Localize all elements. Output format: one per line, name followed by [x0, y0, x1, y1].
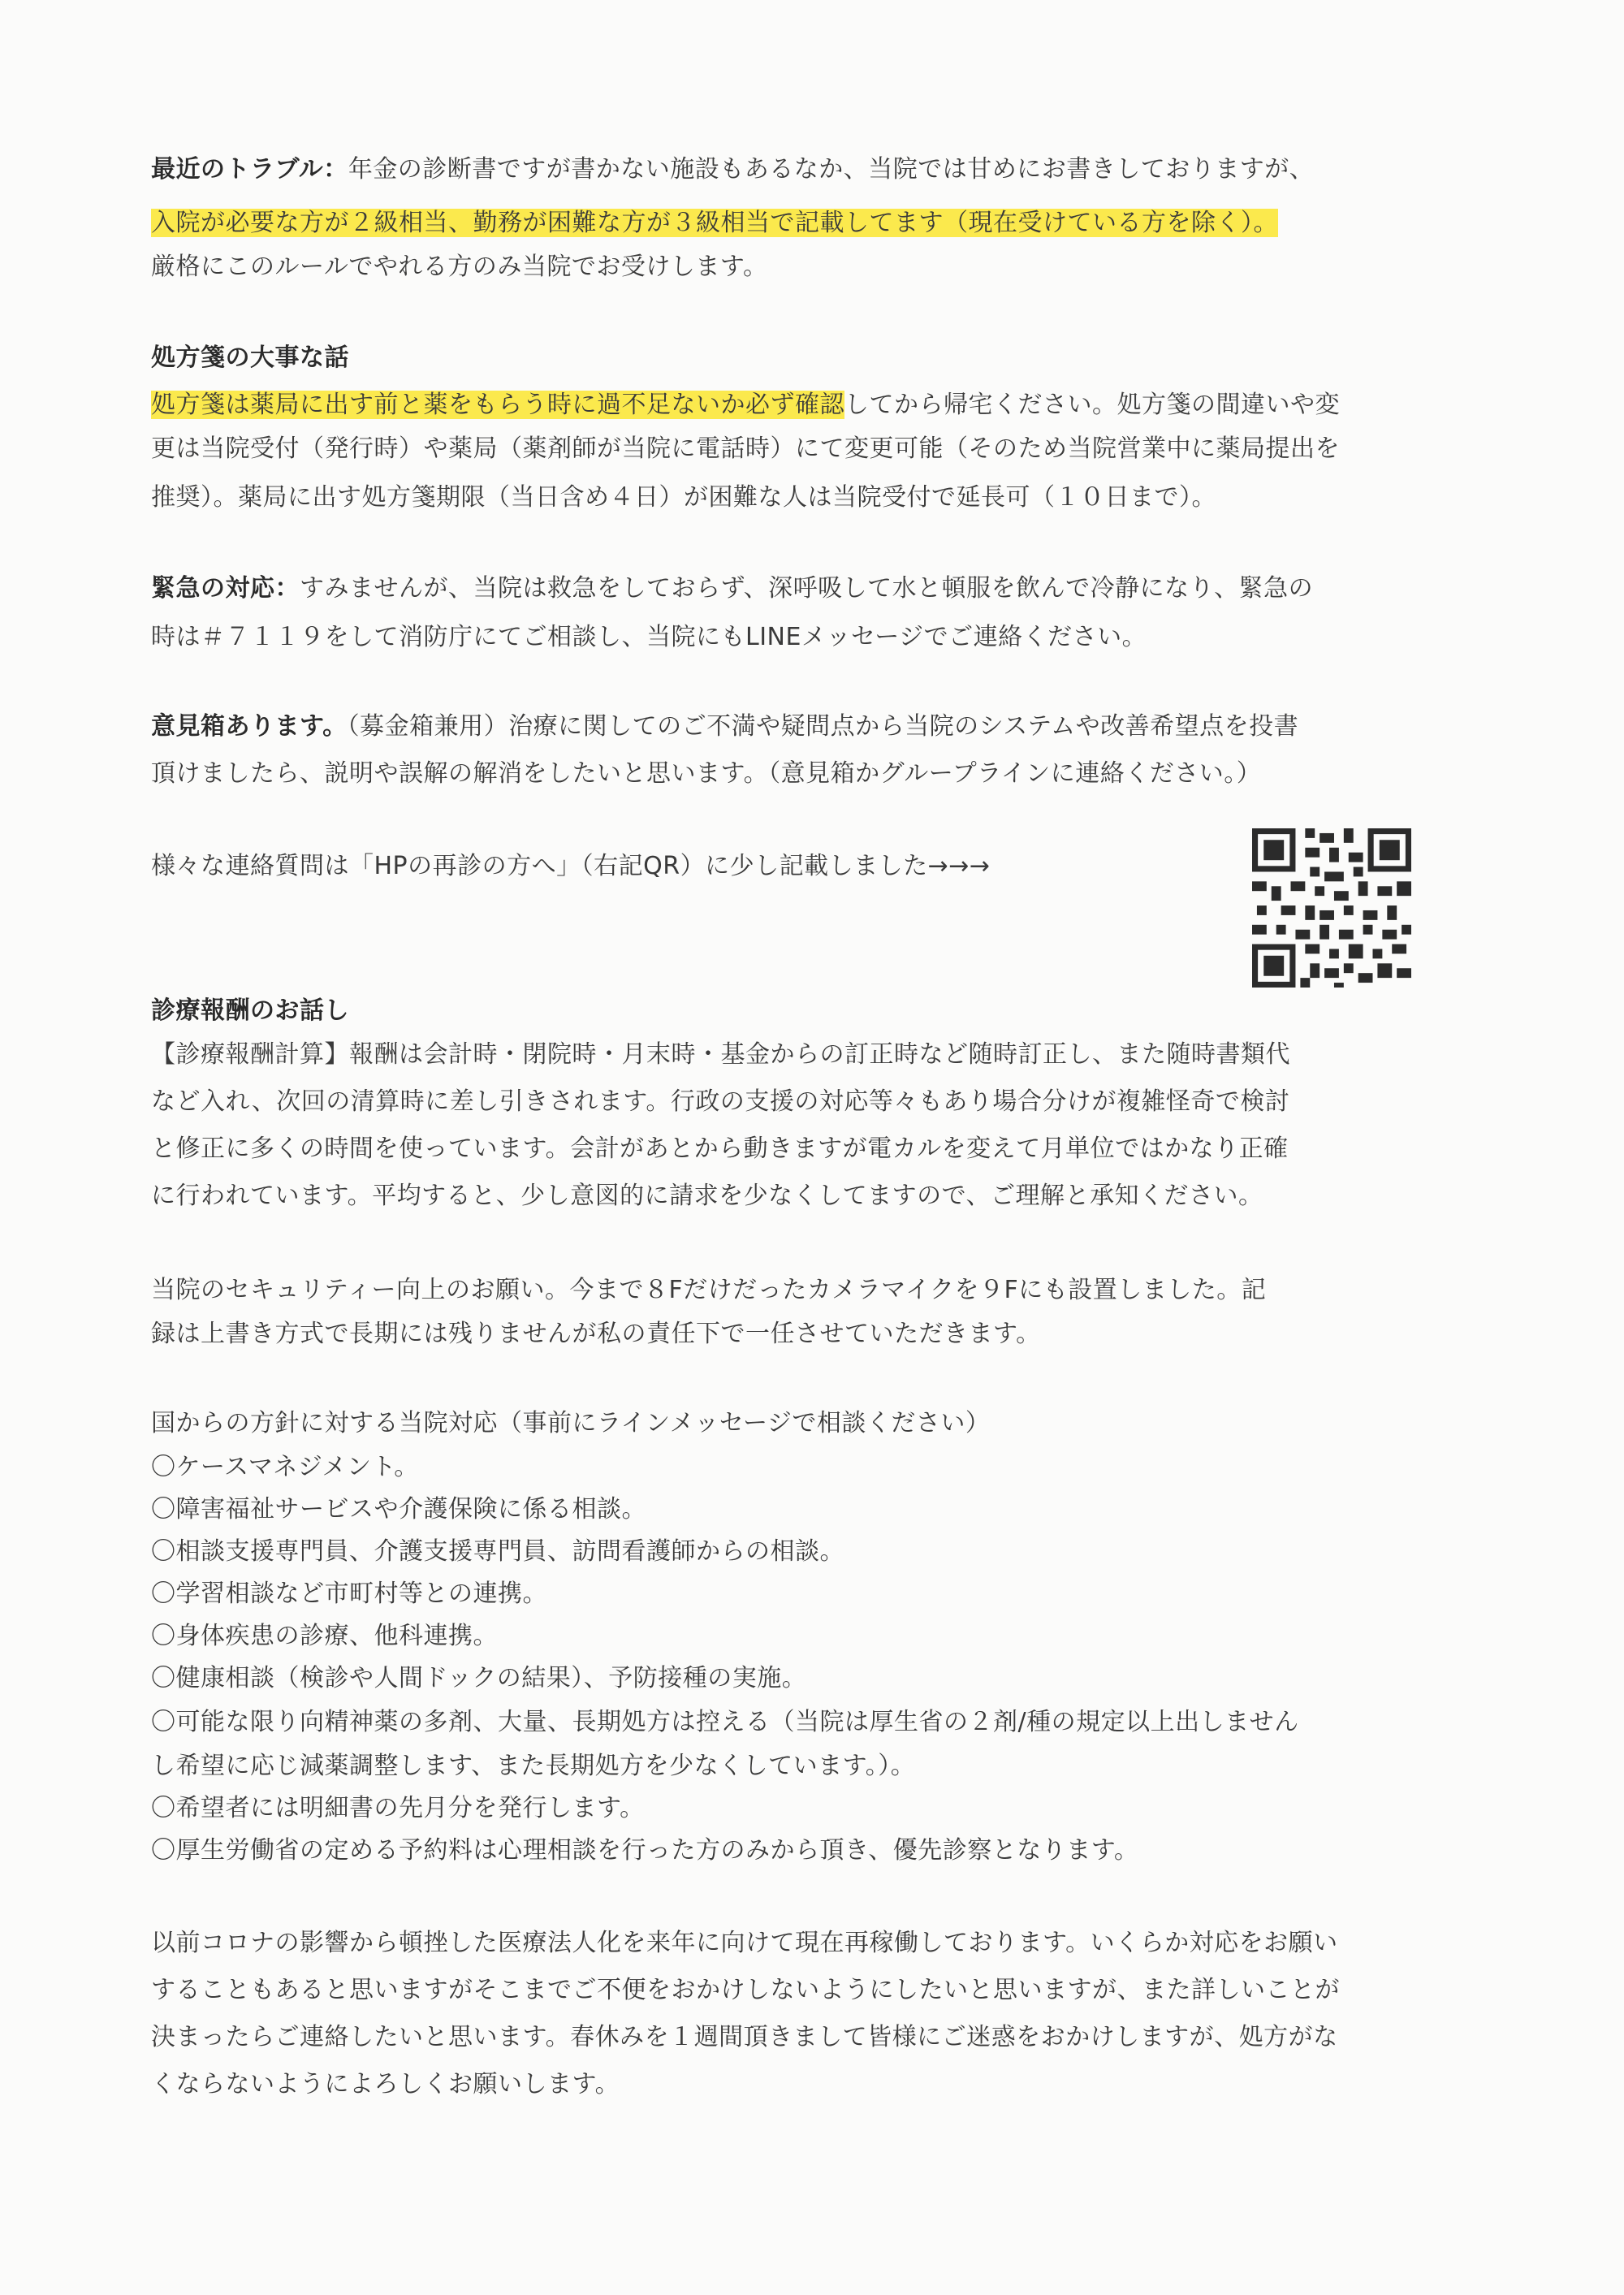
closing-line: 決まったらご連絡したいと思います。春休みを１週間頂きまして皆様にご迷惑をおかけしますが、処方がな [151, 2023, 1338, 2051]
policy-item: 〇可能な限り向精神薬の多剤、大量、長期処方は控える（当院は厚生省の２剤/種の規定以上出しません [151, 1708, 1299, 1736]
billing-line: など入れ、次回の清算時に差し引きされます。行政の支援の対応等々もあり場合分けが複雑怪奇で検討 [151, 1087, 1290, 1116]
prescription-heading: 処方箋の大事な話 [151, 344, 349, 372]
policy-item: 〇ケースマネジメント。 [151, 1453, 419, 1481]
prescription-line-1: 処方箋は薬局に出す前と薬をもらう時に過不足ないか必ず確認してから帰宅ください。処方箋の間違いや変 [151, 391, 1340, 419]
prescription-line-3: 推奨）。薬局に出す処方箋期限（当日含め４日）が困難な人は当院受付で延長可（１０日まで）。 [151, 483, 1216, 512]
trouble-heading: 最近のトラブル： [151, 155, 348, 184]
emergency-heading: 緊急の対応： [151, 574, 300, 603]
policy-item: 〇厚生労働省の定める予約料は心理相談を行った方のみから頂き、優先診察となります。 [151, 1836, 1139, 1865]
qr-code[interactable] [1252, 828, 1411, 988]
billing-heading: 診療報酬のお話し [151, 996, 349, 1025]
opinion-line-2: 頂けましたら、説明や誤解の解消をしたいと思います。（意見箱かグループラインに連絡ください。） [151, 759, 1262, 788]
policy-item: 〇健康相談（検診や人間ドックの結果）、予防接種の実施。 [151, 1664, 807, 1692]
emergency-line-2: 時は＃７１１９をして消防庁にてご相談し、当院にもLINEメッセージでご連絡ください。 [151, 623, 1147, 651]
billing-line: 【診療報酬計算】報酬は会計時・閉院時・月末時・基金からの訂正時など随時訂正し、また随時書類代 [151, 1040, 1290, 1069]
prescription-line-2: 更は当院受付（発行時）や薬局（薬剤師が当院に電話時）にて変更可能（そのため当院営業中に薬局提出を [151, 434, 1340, 463]
trouble-highlight: 入院が必要な方が２級相当、勤務が困難な方が３級相当で記載してます（現在受けている方を除く）。 [151, 209, 1278, 237]
security-line: 当院のセキュリティー向上のお願い。今まで８Fだけだったカメラマイクを９Fにも設置しました。記 [151, 1276, 1267, 1304]
qr-note: 様々な連絡質問は「HPの再診の方へ」（右記QR）に少し記載しました→→→ [151, 852, 991, 880]
emergency-line-1: 緊急の対応：すみませんが、当院は救急をしておらず、深呼吸して水と頓服を飲んで冷静になり、緊急の [151, 574, 1314, 603]
policy-item: 〇障害福祉サービスや介護保険に係る相談。 [151, 1495, 646, 1524]
trouble-line-3: 厳格にこのルールでやれる方のみ当院でお受けします。 [151, 253, 768, 281]
policy-item: し希望に応じ減薬調整します、また長期処方を少なくしています。）。 [151, 1752, 916, 1780]
trouble-line-2 [151, 205, 1278, 242]
prescription-highlight: 処方箋は薬局に出す前と薬をもらう時に過不足ないか必ず確認 [151, 391, 844, 419]
policy-heading: 国からの方針に対する当院対応（事前にラインメッセージで相談ください） [151, 1409, 991, 1437]
closing-line: くならないようによろしくお願いします。 [151, 2070, 620, 2098]
billing-line: と修正に多くの時間を使っています。会計があとから動きますが電カルを変えて月単位ではかなり正確 [151, 1135, 1289, 1163]
billing-line: に行われています。平均すると、少し意図的に請求を少なくしてますので、ご理解と承知ください。 [151, 1182, 1263, 1210]
trouble-line-1: 最近のトラブル：年金の診断書ですが書かない施設もあるなか、当院では甘めにお書きしておりますが、 [151, 155, 1315, 184]
policy-item: 〇学習相談など市町村等との連携。 [151, 1580, 547, 1608]
policy-item: 〇相談支援専門員、介護支援専門員、訪問看護師からの相談。 [151, 1537, 844, 1566]
security-line: 録は上書き方式で長期には残りませんが私の責任下で一任させていただきます。 [151, 1320, 1041, 1348]
closing-line: することもあると思いますがそこまでご不便をおかけしないようにしたいと思いますが、また詳しいことが [151, 1976, 1340, 2004]
opinion-heading: 意見箱あります。 [151, 712, 348, 741]
policy-item: 〇希望者には明細書の先月分を発行します。 [151, 1794, 645, 1822]
closing-line: 以前コロナの影響から頓挫した医療法人化を来年に向けて現在再稼働しております。いくらか対応をお願い [151, 1929, 1338, 1957]
policy-item: 〇身体疾患の診療、他科連携。 [151, 1622, 498, 1650]
opinion-line-1: 意見箱あります。（募金箱兼用）治療に関してのご不満や疑問点から当院のシステムや改善希望点を投書 [151, 712, 1299, 741]
